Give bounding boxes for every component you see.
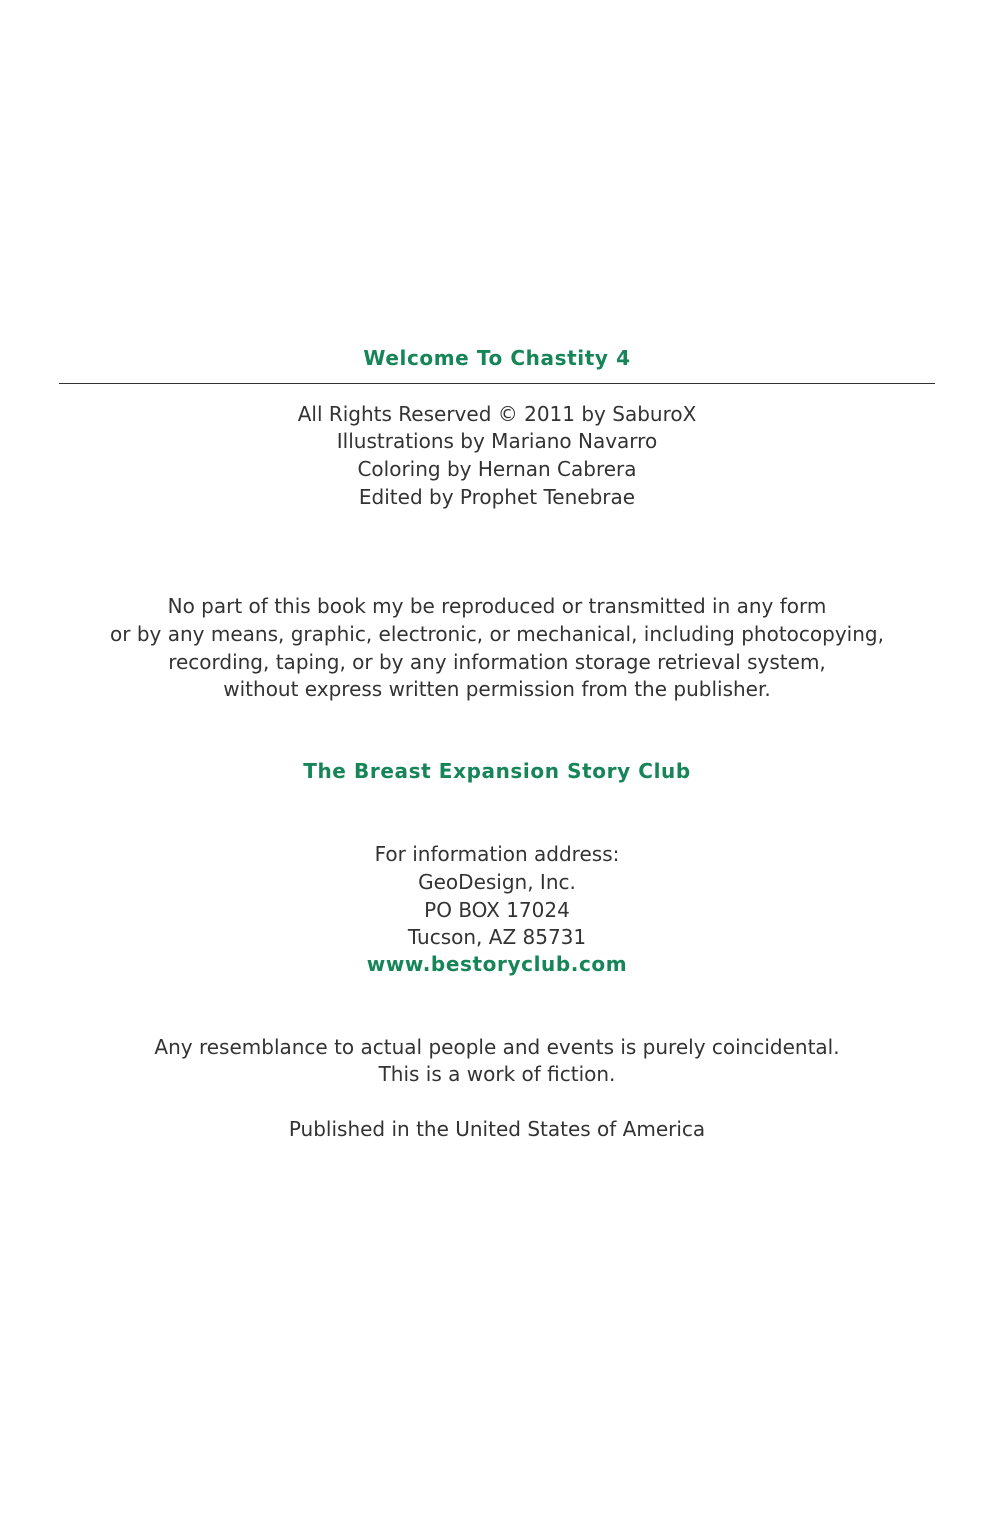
- club-name: The Breast Expansion Story Club: [303, 759, 691, 783]
- disclaimer-line: Any resemblance to actual people and events is purely coincidental.: [154, 1035, 840, 1059]
- disclaimer-line: This is a work of fiction.: [378, 1062, 616, 1086]
- website-link[interactable]: www.bestoryclub.com: [366, 952, 628, 976]
- credit-rights: All Rights Reserved © 2011 by SaburoX: [297, 402, 697, 426]
- address-city: Tucson, AZ 85731: [407, 925, 587, 949]
- notice-line: without express written permission from the publisher.: [223, 677, 771, 701]
- title-divider: [59, 383, 935, 384]
- notice-line: recording, taping, or by any information storage retrieval system,: [168, 650, 826, 674]
- book-title: Welcome To Chastity 4: [363, 346, 631, 370]
- notice-line: No part of this book my be reproduced or transmitted in any form: [167, 594, 827, 618]
- address-company: GeoDesign, Inc.: [418, 870, 576, 894]
- address-po-box: PO BOX 17024: [424, 898, 570, 922]
- credit-editor: Edited by Prophet Tenebrae: [358, 485, 636, 509]
- credit-coloring: Coloring by Hernan Cabrera: [357, 457, 637, 481]
- published-statement: Published in the United States of America: [288, 1117, 706, 1141]
- address-heading: For information address:: [374, 842, 620, 866]
- credit-illustrations: Illustrations by Mariano Navarro: [336, 429, 658, 453]
- notice-line: or by any means, graphic, electronic, or mechanical, including photocopying,: [110, 622, 884, 646]
